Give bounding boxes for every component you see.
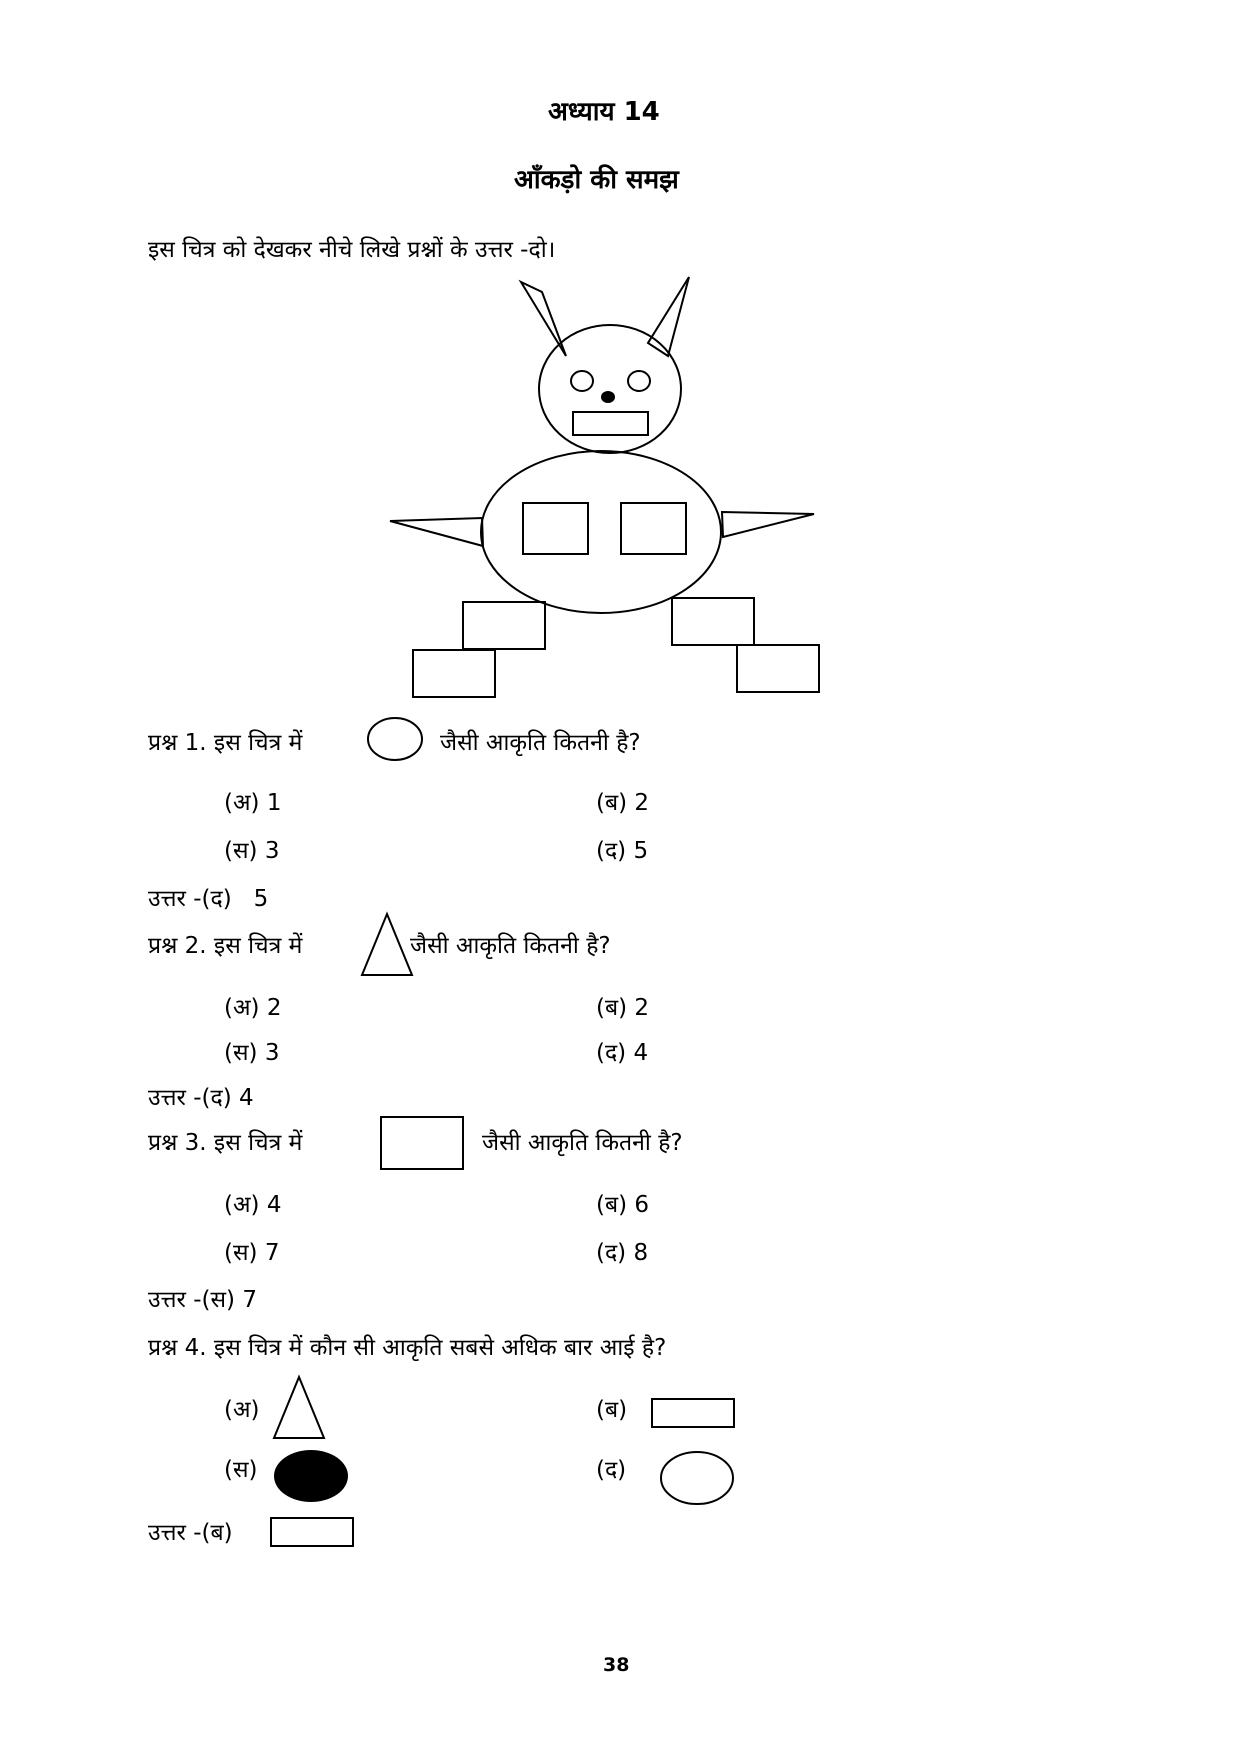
- option-label: (अ): [224, 995, 260, 1021]
- robot-nose-ellipse: [601, 391, 615, 403]
- option-label: (अ): [224, 1192, 260, 1218]
- q2-suffix: जैसी आकृति कितनी है?: [410, 933, 611, 959]
- option-label: (द): [596, 838, 627, 864]
- q1-answer: उत्तर -(द) 5: [148, 886, 269, 912]
- q1-option-d: [596, 833, 648, 865]
- option-value: 3: [264, 1040, 280, 1066]
- triangle-icon: [272, 1375, 328, 1441]
- q3-option-d: [596, 1235, 648, 1267]
- q2-prefix: प्रश्न 2. इस चित्र में: [148, 933, 303, 959]
- rectangle-icon: [270, 1517, 356, 1549]
- triangle-icon: [360, 912, 416, 978]
- page-number: 38: [603, 1654, 630, 1676]
- robot-right-ear-triangle: [648, 277, 689, 356]
- option-label: (ब): [596, 995, 628, 1021]
- q4-option-c-label: (स): [224, 1457, 258, 1483]
- q3-option-c: [224, 1235, 279, 1267]
- q3-option-b: [596, 1187, 649, 1219]
- option-value: 8: [633, 1240, 649, 1266]
- robot-right-leg-lower-rectangle: [737, 645, 819, 692]
- robot-chest-left-rectangle: [523, 503, 588, 554]
- chapter-title: अध्याय 14: [548, 97, 660, 127]
- q2-option-a: [224, 990, 281, 1022]
- robot-right-eye-ellipse: [628, 371, 650, 391]
- robot-left-arm-triangle: [390, 518, 483, 546]
- option-label: (द): [596, 1040, 627, 1066]
- ellipse-icon: [659, 1451, 739, 1509]
- q4-text: प्रश्न 4. इस चित्र में कौन सी आकृति सबसे अधिक बार आई है?: [148, 1335, 667, 1361]
- option-label: (ब): [596, 790, 628, 816]
- option-label: (स): [224, 1040, 258, 1066]
- robot-head-ellipse: [539, 325, 681, 453]
- robot-right-leg-upper-rectangle: [672, 598, 754, 645]
- robot-chest-right-rectangle: [621, 503, 686, 554]
- rectangle-icon: [651, 1398, 737, 1430]
- robot-mouth-rectangle: [573, 412, 648, 435]
- option-value: 1: [266, 790, 282, 816]
- option-label: (द): [596, 1240, 627, 1266]
- option-value: 3: [264, 838, 280, 864]
- q3-suffix: जैसी आकृति कितनी है?: [482, 1130, 683, 1156]
- robot-right-arm-triangle: [722, 512, 814, 537]
- q4-option-d-label: (द): [596, 1457, 627, 1483]
- rectangle-icon: [380, 1116, 466, 1172]
- option-label: (ब): [596, 1192, 628, 1218]
- option-label: (स): [224, 1240, 258, 1266]
- option-value: 5: [633, 838, 649, 864]
- q2-option-c: [224, 1035, 279, 1067]
- q2-option-b: [596, 990, 649, 1022]
- option-value: 7: [264, 1240, 280, 1266]
- robot-left-eye-ellipse: [571, 371, 593, 391]
- chapter-subtitle: आँकड़ो की समझ: [514, 165, 679, 195]
- option-value: 2: [634, 995, 650, 1021]
- q4-option-a-label: (अ): [224, 1397, 260, 1423]
- q3-option-a: [224, 1187, 281, 1219]
- option-label: (अ): [224, 790, 260, 816]
- instruction-text: इस चित्र को देखकर नीचे लिखे प्रश्नों के उत्तर -दो।: [148, 237, 556, 263]
- q2-option-d: [596, 1035, 648, 1067]
- option-value: 2: [266, 995, 282, 1021]
- option-value: 4: [266, 1192, 282, 1218]
- option-value: 2: [634, 790, 650, 816]
- robot-figure: [0, 0, 1241, 720]
- q2-answer: उत्तर -(द) 4: [148, 1085, 254, 1111]
- q3-prefix: प्रश्न 3. इस चित्र में: [148, 1130, 303, 1156]
- q3-answer: उत्तर -(स) 7: [148, 1287, 257, 1313]
- q1-prefix: प्रश्न 1. इस चित्र में: [148, 730, 303, 756]
- q1-option-a: [224, 785, 281, 817]
- q1-suffix: जैसी आकृति कितनी है?: [440, 730, 641, 756]
- option-value: 4: [633, 1040, 649, 1066]
- robot-left-leg-lower-rectangle: [413, 650, 495, 697]
- option-label: (स): [224, 838, 258, 864]
- q4-answer-label: उत्तर -(ब): [148, 1520, 233, 1546]
- option-value: 6: [634, 1192, 650, 1218]
- ellipse-icon: [366, 716, 426, 764]
- q1-option-b: [596, 785, 649, 817]
- q1-option-c: [224, 833, 279, 865]
- robot-left-leg-upper-rectangle: [463, 602, 545, 649]
- filled-ellipse-icon: [272, 1448, 352, 1506]
- q4-option-b-label: (ब): [596, 1397, 628, 1423]
